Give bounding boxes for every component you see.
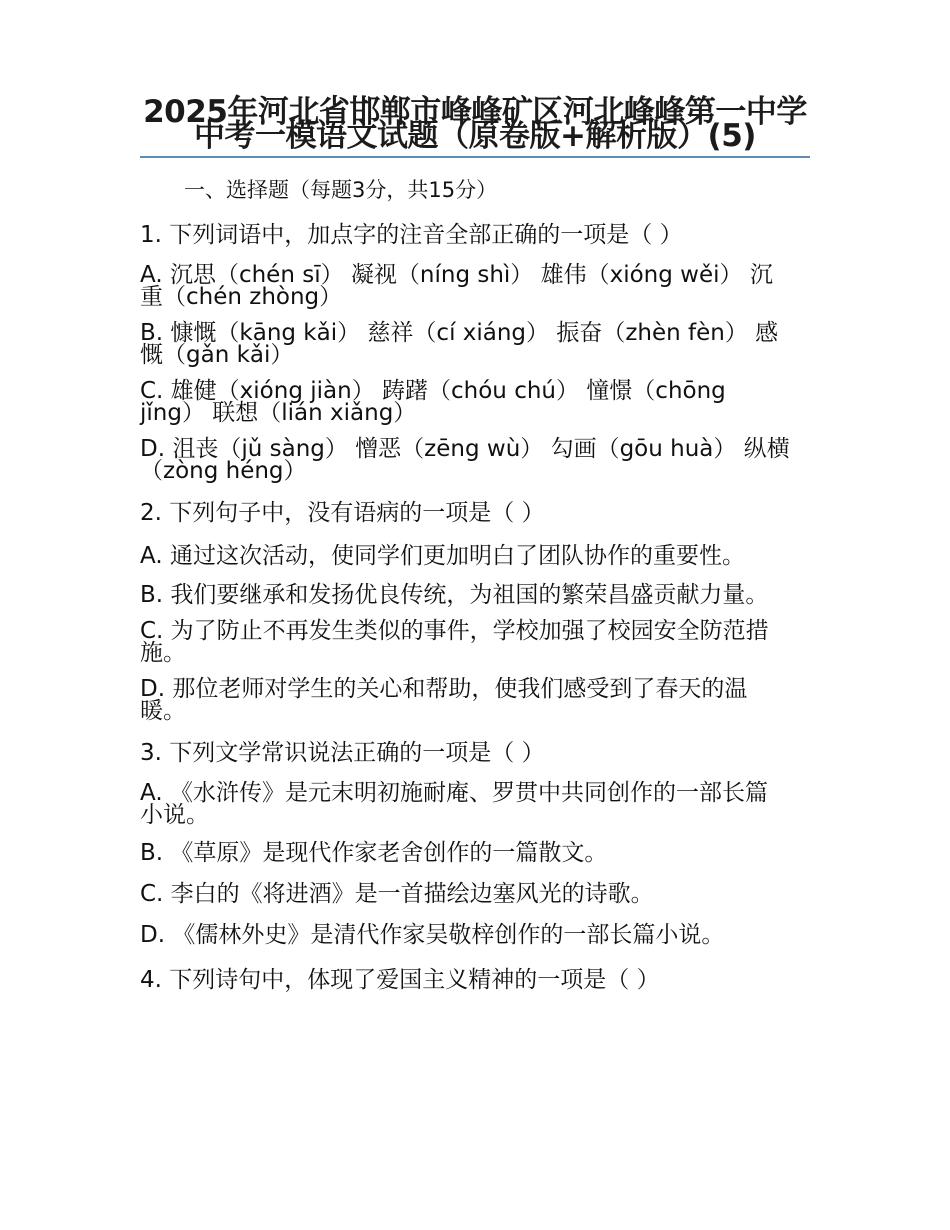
- question-2-option-c: C. 为了防止不再发生类似的事件，学校加强了校园安全防范措施。: [140, 618, 769, 666]
- question-3-option-b: B. 《草原》是现代作家老舍创作的一篇散文。: [140, 840, 608, 866]
- question-3-option-a: A. 《水浒传》是元末明初施耐庵、罗贯中共同创作的一部长篇小说。: [140, 780, 768, 828]
- question-3-stem: 3. 下列文学常识说法正确的一项是（ ）: [140, 740, 545, 766]
- question-1-stem: 1. 下列词语中，加点字的注音全部正确的一项是（ ）: [140, 222, 683, 248]
- question-1-option-d: D. 沮丧（jǔ sàng） 憎恶（zēng wù） 勾画（gōu huà） 纵横（zòng héng）: [140, 436, 790, 484]
- question-4-stem: 4. 下列诗句中，体现了爱国主义精神的一项是（ ）: [140, 967, 660, 993]
- question-2-option-d: D. 那位老师对学生的关心和帮助，使我们感受到了春天的温暖。: [140, 676, 748, 724]
- title-divider: [140, 156, 810, 158]
- question-3-option-d: D. 《儒林外史》是清代作家吴敬梓创作的一部长篇小说。: [140, 922, 725, 948]
- document-title: 2025年河北省邯郸市峰峰矿区河北峰峰第一中学中考一模语文试题（原卷版+解析版）(5): [143, 94, 807, 154]
- question-2-option-b: B. 我们要继承和发扬优良传统，为祖国的繁荣昌盛贡献力量。: [140, 582, 769, 608]
- question-3-option-c: C. 李白的《将进酒》是一首描绘边塞风光的诗歌。: [140, 881, 654, 907]
- question-1-option-a: A. 沉思（chén sī） 凝视（níng shì） 雄伟（xióng wěi） 沉重（chén zhòng）: [140, 262, 773, 310]
- document-page: [140, 94, 810, 994]
- section-heading: 一、选择题（每题3分，共15分）: [184, 178, 498, 202]
- question-1-option-b: B. 慷慨（kāng kǎi） 慈祥（cí xiáng） 振奋（zhèn fèn） 感慨（gǎn kǎi）: [140, 320, 779, 368]
- question-2-stem: 2. 下列句子中，没有语病的一项是（ ）: [140, 500, 545, 526]
- question-1-option-c: C. 雄健（xióng jiàn） 踌躇（chóu chú） 憧憬（chōng jǐng） 联想（lián xiǎng）: [140, 378, 726, 426]
- question-2-option-a: A. 通过这次活动，使同学们更加明白了团队协作的重要性。: [140, 543, 745, 569]
